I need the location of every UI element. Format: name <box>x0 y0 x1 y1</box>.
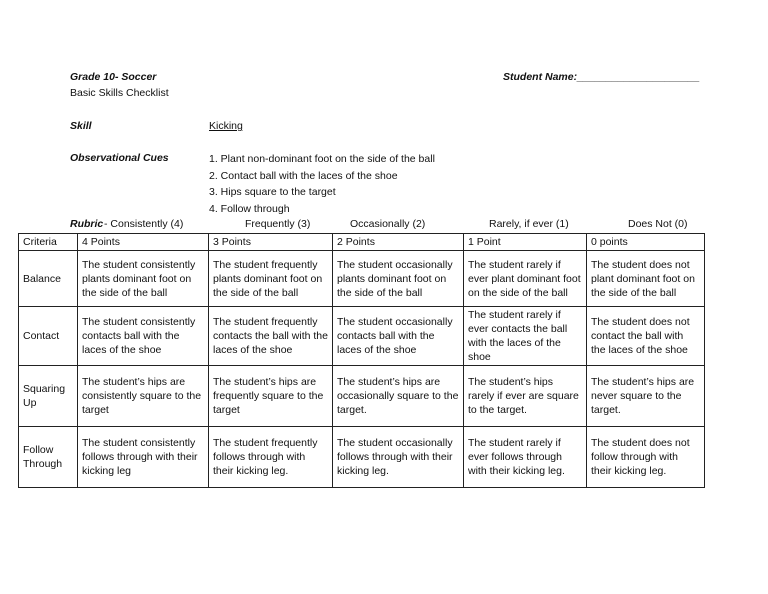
criteria-cell: Contact <box>19 307 78 366</box>
rubric-label: Rubric <box>70 218 104 230</box>
criteria-cell: Balance <box>19 251 78 307</box>
table-row <box>19 366 705 427</box>
header-0-points: 0 points <box>587 234 705 251</box>
observational-cues-list <box>209 151 435 217</box>
header-1-point: 1 Point <box>464 234 587 251</box>
table-cell: The student consistently contacts ball with the laces of the shoe <box>78 307 209 366</box>
rubric-scale-consistently: - Consistently (4) <box>104 218 184 230</box>
table-cell: The student frequently follows through with their kicking leg. <box>209 427 333 488</box>
observational-cues-label: Observational Cues <box>70 152 169 164</box>
page-subtitle: Basic Skills Checklist <box>70 87 169 99</box>
table-cell: The student rarely if ever follows through with their kicking leg. <box>464 427 587 488</box>
cue-item: 3. Hips square to the target <box>209 186 336 198</box>
student-name-field: Student Name:_____________________ <box>503 71 700 83</box>
cue-item: 1. Plant non-dominant foot on the side of the ball <box>209 153 435 165</box>
header-4-points: 4 Points <box>78 234 209 251</box>
criteria-cell: Follow Through <box>19 427 78 488</box>
table-cell: The student’s hips are frequently square to the target <box>209 366 333 427</box>
table-cell: The student consistently plants dominant foot on the side of the ball <box>78 251 209 307</box>
cue-item: 2. Contact ball with the laces of the shoe <box>209 169 398 182</box>
table-row <box>19 307 705 366</box>
table-cell: The student’s hips are consistently square to the target <box>78 366 209 427</box>
skill-value: Kicking <box>209 120 243 132</box>
rubric-scale-row <box>70 217 690 231</box>
table-header-row <box>19 234 705 251</box>
table-cell: The student occasionally contacts ball with the laces of the shoe <box>333 307 464 366</box>
table-cell: The student does not follow through with their kicking leg. <box>587 427 705 488</box>
table-cell: The student’s hips rarely if ever are square to the target. <box>464 366 587 427</box>
table-cell: The student does not plant dominant foot on the side of the ball <box>587 251 705 307</box>
table-cell: The student occasionally follows through with their kicking leg. <box>333 427 464 488</box>
table-cell: The student frequently plants dominant foot on the side of the ball <box>209 251 333 307</box>
table-cell: The student consistently follows through with their kicking leg <box>78 427 209 488</box>
table-cell: The student occasionally plants dominant foot on the side of the ball <box>333 251 464 307</box>
rubric-table <box>18 233 705 488</box>
table-cell: The student rarely if ever contacts the ball with the laces of the shoe <box>464 307 587 366</box>
header-3-points: 3 Points <box>209 234 333 251</box>
table-cell: The student rarely if ever plant dominant foot on the side of the ball <box>464 251 587 307</box>
header-criteria: Criteria <box>19 234 78 251</box>
rubric-scale-rarely: Rarely, if ever (1) <box>489 218 569 230</box>
table-row <box>19 427 705 488</box>
rubric-scale-occasionally: Occasionally (2) <box>350 218 426 230</box>
table-cell: The student does not contact the ball with the laces of the shoe <box>587 307 705 366</box>
table-row <box>19 251 705 307</box>
table-cell: The student frequently contacts the ball with the laces of the shoe <box>209 307 333 366</box>
criteria-cell: Squaring Up <box>19 366 78 427</box>
header-2-points: 2 Points <box>333 234 464 251</box>
table-cell: The student’s hips are occasionally square to the target. <box>333 366 464 427</box>
cue-item: 4. Follow through <box>209 202 290 215</box>
skill-label: Skill <box>70 120 92 132</box>
rubric-scale-does-not: Does Not (0) <box>628 218 688 230</box>
table-cell: The student’s hips are never square to the target. <box>587 366 705 427</box>
page-title: Grade 10- Soccer <box>70 71 157 83</box>
rubric-scale-frequently: Frequently (3) <box>245 218 311 230</box>
